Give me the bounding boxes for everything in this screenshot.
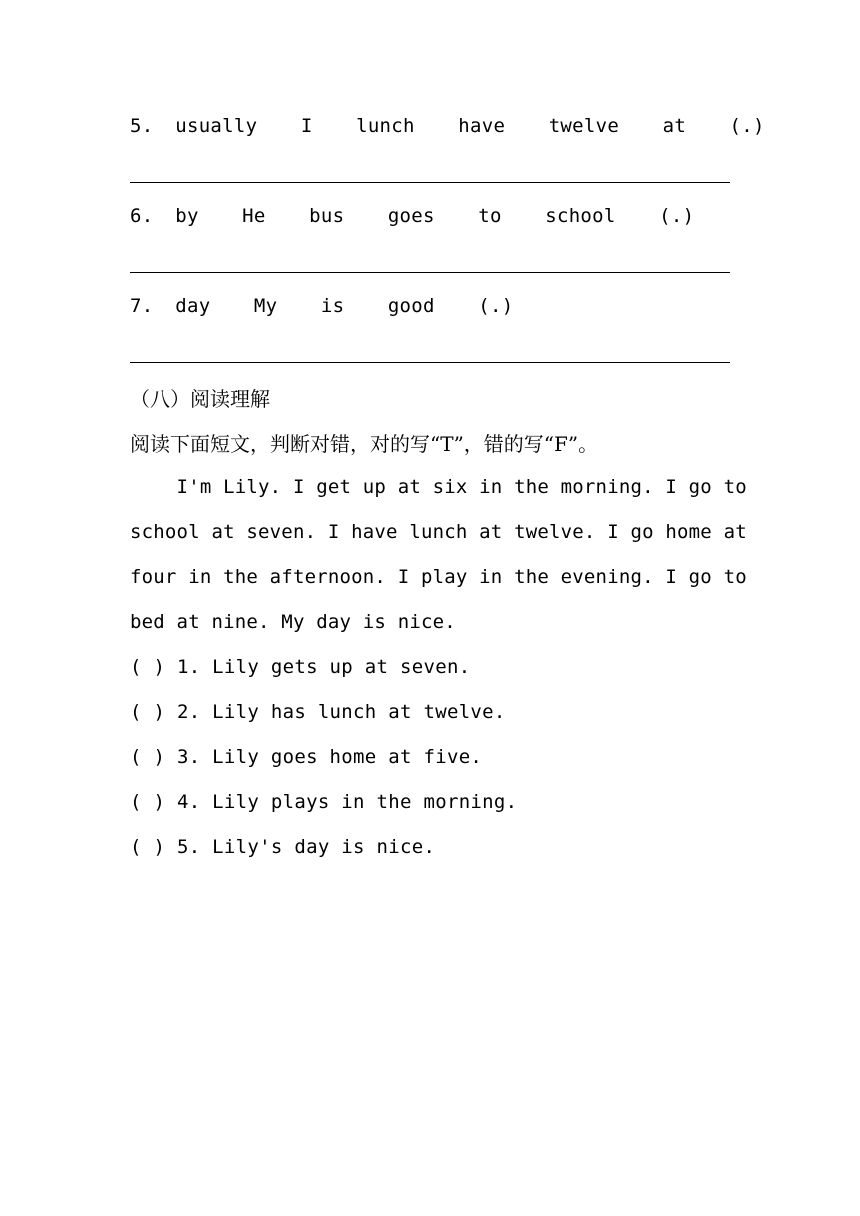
tf-item-1[interactable]: ( ) 1. Lily gets up at seven. — [130, 656, 471, 678]
answer-line-6[interactable] — [130, 272, 730, 273]
tf-item-5[interactable]: ( ) 5. Lily's day is nice. — [130, 836, 436, 858]
reorder-question-6: 6. by He bus goes to school (.) — [130, 205, 695, 227]
section-instruction: 阅读下面短文，判断对错，对的写“T”，错的写“F”。 — [130, 432, 599, 456]
reorder-question-5: 5. usually I lunch have twelve at (.) — [130, 115, 765, 137]
tf-item-3[interactable]: ( ) 3. Lily goes home at five. — [130, 746, 483, 768]
tf-item-4[interactable]: ( ) 4. Lily plays in the morning. — [130, 791, 518, 813]
reorder-question-7: 7. day My is good (.) — [130, 295, 514, 317]
tf-item-2[interactable]: ( ) 2. Lily has lunch at twelve. — [130, 701, 506, 723]
section-heading: （八）阅读理解 — [130, 387, 270, 411]
passage-line: bed at nine. My day is nice. — [130, 611, 456, 633]
passage-line: school at seven. I have lunch at twelve. I go home at — [130, 521, 747, 543]
answer-line-5[interactable] — [130, 182, 730, 183]
passage-line: I'm Lily. I get up at six in the morning. I go to — [130, 476, 747, 498]
reading-passage — [130, 476, 747, 636]
passage-line: four in the afternoon. I play in the evening. I go to — [130, 566, 747, 588]
answer-line-7[interactable] — [130, 362, 730, 363]
